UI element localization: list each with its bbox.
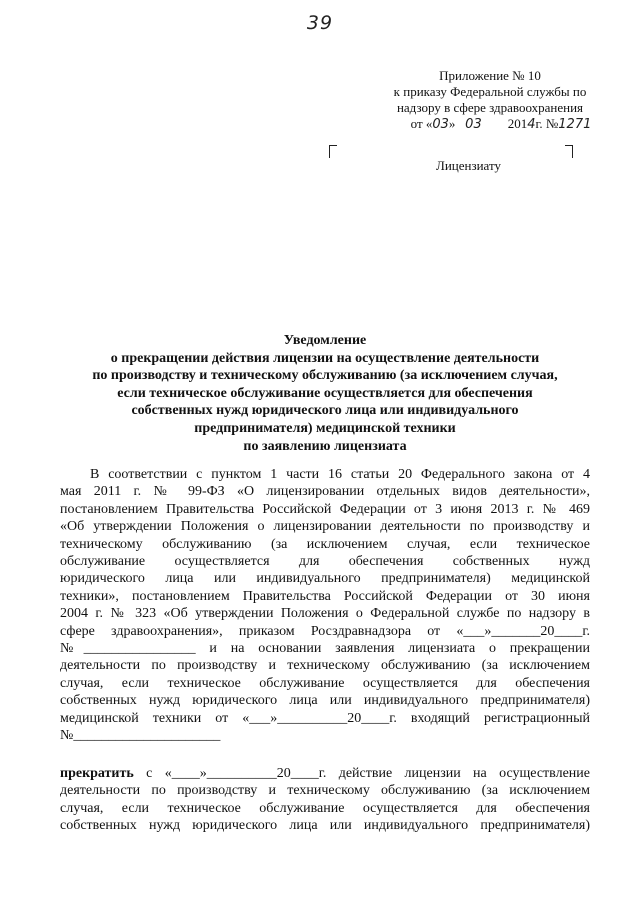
paragraph-line: В соответствии с пунктом 1 части 16 статьи 20 Федерального закона от 4 — [90, 467, 590, 482]
handwritten-day: 03 — [432, 117, 449, 132]
page-number: 39 — [306, 12, 334, 34]
address-corner-right — [565, 145, 573, 158]
paragraph-line: «Об утверждении Положения о лицензировании деятельности по производству и — [60, 519, 590, 535]
appendix-order-line: к приказу Федеральной службы по — [393, 84, 587, 99]
decision-first-line — [60, 765, 590, 782]
decision-keyword: прекратить — [60, 766, 134, 781]
paragraph-line: случая, если техническое обслуживание осуществляется для обеспечения — [60, 675, 590, 691]
paragraph-line: №_____________________ — [60, 728, 221, 744]
decision-first-line-rest: с «____»__________20____г. действие лицензии на осуществление — [133, 766, 590, 781]
title-line: если техническое обслуживание осуществляется для обеспечения — [117, 385, 533, 401]
year-suffix: г. № — [535, 116, 559, 131]
paragraph-line: юридического лица или индивидуального предпринимателя) медицинской — [60, 571, 590, 587]
notice-title — [60, 332, 590, 455]
title-line: собственных нужд юридического лица или индивидуального — [131, 403, 519, 419]
handwritten-month: 03 — [465, 117, 482, 132]
appendix-title: Приложение № 10 — [439, 68, 541, 83]
paragraph-line: случая, если техническое обслуживание осуществляется для обеспечения — [60, 800, 590, 816]
paragraph-line: техническому обслуживанию (за исключением случая, если техническое — [60, 536, 590, 552]
paragraph-line: обслуживание осуществляется для обеспечения собственных нужд — [60, 554, 590, 570]
decision-paragraph — [60, 765, 590, 835]
title-line: о прекращении действия лицензии на осуществление деятельности — [110, 350, 540, 366]
paragraph-line: техники», постановлением Правительства Российской Федерации от 30 июня — [60, 588, 590, 604]
title-line: по производству и техническому обслуживанию (за исключением случая, — [92, 368, 558, 384]
address-corner-left — [329, 145, 337, 158]
year-prefix: 201 — [507, 116, 528, 131]
paragraph-line: собственных нужд юридического лица или индивидуального предпринимателя) — [60, 818, 590, 834]
date-prefix: от « — [410, 116, 433, 131]
paragraph-line: 2004 г. № 323 «Об утверждении Положения о Федеральной службе по надзору в — [60, 606, 590, 622]
appendix-header — [372, 68, 608, 133]
paragraph-line: №________________ и на основании заявления лицензиата о прекращении — [60, 641, 590, 657]
addressee-label: Лицензиату — [436, 158, 501, 173]
handwritten-year-digit: 4 — [527, 117, 536, 132]
main-paragraph — [60, 466, 590, 745]
date-mid: » — [448, 116, 456, 131]
paragraph-line: медицинской техники от «___»__________20____г. входящий регистрационный — [60, 710, 590, 726]
paragraph-line: мая 2011 г. № 99-ФЗ «О лицензировании отдельных видов деятельности», — [60, 484, 590, 500]
appendix-agency-line: надзору в сфере здравоохранения — [396, 100, 584, 115]
paragraph-line: деятельности по производству и техническому обслуживанию (за исключением — [60, 658, 590, 674]
handwritten-order-number: 1271 — [558, 117, 592, 132]
paragraph-line: деятельности по производству и техническому обслуживанию (за исключением — [60, 783, 590, 799]
appendix-date-line — [389, 116, 592, 131]
paragraph-line: сфере здравоохранения», приказом Росздравнадзора от «___»_______20____г. — [60, 623, 590, 639]
paragraph-line: собственных нужд юридического лица или индивидуального предпринимателя) — [60, 693, 590, 709]
title-line: по заявлению лицензиата — [243, 438, 407, 454]
paragraph-line: постановлением Правительства Российской Федерации от 3 июня 2013 г. № 469 — [60, 501, 590, 517]
title-line: предпринимателя) медицинской техники — [194, 420, 456, 436]
title-line: Уведомление — [283, 333, 367, 348]
